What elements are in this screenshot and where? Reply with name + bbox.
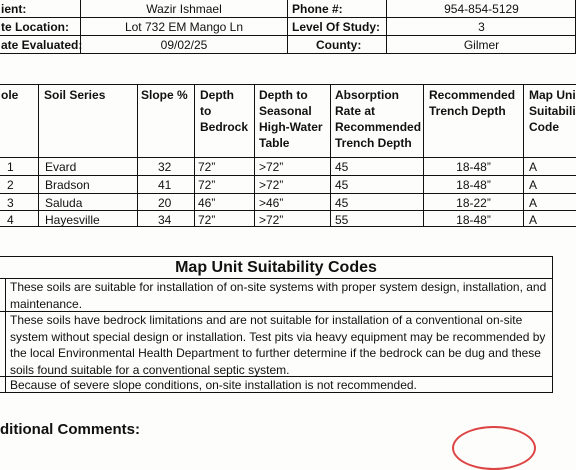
- date-label: ate Evaluated:: [1, 38, 83, 52]
- col-header-depth-water: Depth to Seasonal High-Water Table: [259, 88, 323, 150]
- col-header-code: Map Uni Suitabili Code: [529, 88, 576, 134]
- table-row-line: [0, 210, 576, 211]
- table-cell-trench: 18-48”: [456, 178, 491, 192]
- table-cell-trench: 18-48”: [456, 213, 491, 227]
- info-divider: [0, 17, 576, 18]
- col-header-trench: Recommended Trench Depth: [429, 88, 516, 118]
- col-header-map: ole: [1, 88, 19, 102]
- table-cell-series: Evard: [45, 160, 77, 174]
- additional-comments-label: ditional Comments:: [0, 421, 141, 438]
- table-cell-series: Bradson: [45, 178, 90, 192]
- col-header-depth-bedrock: Depth to Bedrock: [200, 88, 249, 134]
- table-cell-series: Saluda: [45, 196, 83, 210]
- phone-label: Phone #:: [292, 2, 343, 16]
- table-cell-water: >72”: [259, 160, 284, 174]
- table-cell-map: 2: [7, 178, 14, 192]
- county-value: Gilmer: [463, 38, 500, 52]
- col-header-series: Soil Series: [44, 88, 106, 102]
- table-row-line: [0, 193, 576, 194]
- code-a-description: These soils are suitable for installation of on-site systems with proper system design, installation, and maintenance.: [10, 280, 547, 311]
- table-col-line: [330, 85, 331, 226]
- codes-divider: [5, 279, 6, 392]
- table-col-line: [137, 85, 138, 226]
- seal-stamp-icon: [452, 426, 536, 470]
- table-cell-code: A: [529, 196, 538, 210]
- table-cell-water: >72”: [259, 178, 284, 192]
- date-value: 09/02/25: [160, 38, 208, 52]
- table-cell-water: >46”: [259, 196, 284, 210]
- table-cell-map: 4: [7, 213, 14, 227]
- table-cell-code: A: [529, 160, 538, 174]
- table-cell-slope: 41: [158, 178, 172, 192]
- table-row-line: [0, 175, 576, 176]
- code-c-description: Because of severe slope conditions, on-site installation is not recommended.: [10, 378, 417, 392]
- table-cell-slope: 32: [158, 160, 172, 174]
- client-label: ient:: [1, 2, 27, 16]
- table-cell-series: Hayesville: [45, 213, 100, 227]
- table-row-line: [0, 157, 576, 158]
- codes-title: Map Unit Suitability Codes: [175, 259, 377, 276]
- table-col-line: [194, 85, 195, 226]
- table-cell-trench: 18-22”: [456, 196, 491, 210]
- table-cell-code: A: [529, 178, 538, 192]
- col-header-slope: Slope %: [141, 88, 188, 102]
- table-cell-absorption: 45: [335, 196, 349, 210]
- code-b-description: These soils have bedrock limitations and are not suitable for installation of a conventional on-site system without special design or installation. Test pits via heavy equipment may be recommended by the local Environmental Health Department to further determine if the bedrock can be dug and these soils found suitable for a conventional septic system.: [10, 313, 546, 377]
- client-value: Wazir Ishmael: [146, 2, 222, 16]
- level-value: 3: [478, 20, 485, 34]
- table-cell-code: A: [529, 213, 538, 227]
- table-cell-bedrock: 72”: [198, 213, 216, 227]
- table-cell-absorption: 45: [335, 160, 349, 174]
- table-cell-map: 1: [7, 160, 14, 174]
- location-label: te Location:: [1, 20, 69, 34]
- info-divider: [287, 0, 288, 53]
- info-divider: [0, 35, 576, 36]
- county-label: County:: [316, 38, 362, 52]
- table-cell-absorption: 45: [335, 178, 349, 192]
- location-value: Lot 732 EM Mango Ln: [124, 20, 244, 34]
- col-header-absorption: Absorption Rate at Recommended Trench Depth: [335, 88, 422, 150]
- table-cell-trench: 18-48”: [456, 160, 491, 174]
- table-col-line: [38, 85, 39, 226]
- table-cell-absorption: 55: [335, 213, 349, 227]
- table-cell-map: 3: [7, 196, 14, 210]
- table-cell-slope: 34: [158, 213, 172, 227]
- table-cell-water: >72”: [259, 213, 284, 227]
- table-col-line: [254, 85, 255, 226]
- phone-value: 954-854-5129: [444, 2, 519, 16]
- table-cell-bedrock: 72”: [198, 178, 216, 192]
- table-cell-bedrock: 46”: [198, 196, 216, 210]
- table-cell-slope: 20: [158, 196, 172, 210]
- table-cell-bedrock: 72”: [198, 160, 216, 174]
- level-label: Level Of Study:: [292, 20, 381, 34]
- table-col-line: [523, 85, 524, 226]
